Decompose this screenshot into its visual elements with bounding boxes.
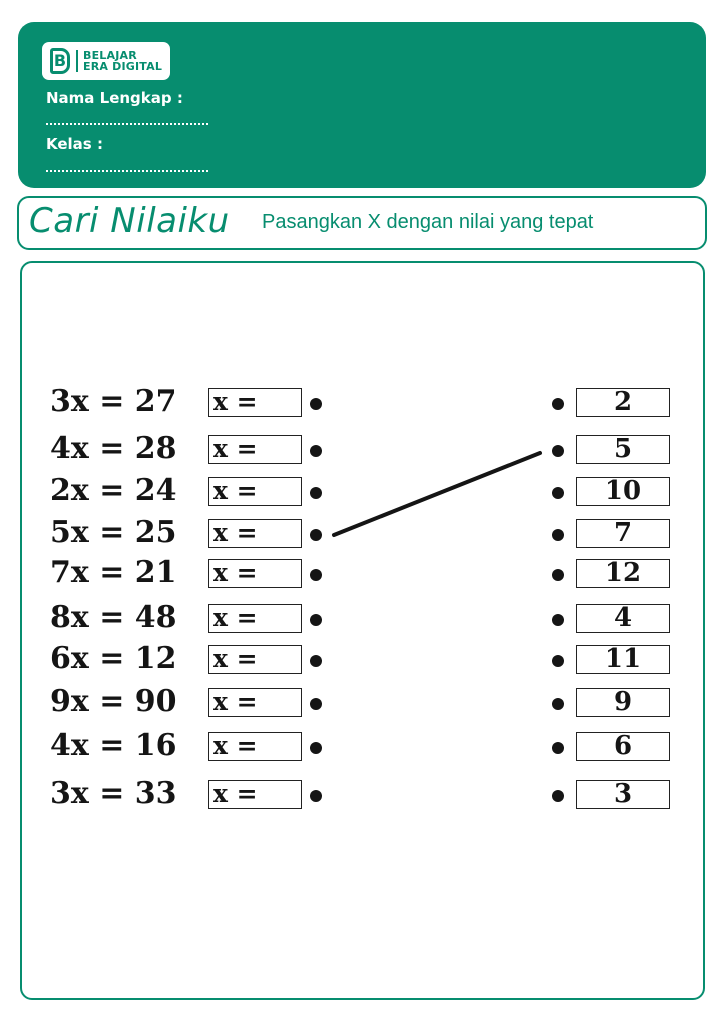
x-answer-box[interactable] [208,732,302,761]
equation-label: 3x = 27 [50,384,177,419]
equation-label: 8x = 48 [50,600,177,635]
logo-b-icon: B [50,48,70,74]
left-connector-dot[interactable] [310,487,322,499]
answer-value-label: 6 [613,731,633,761]
x-prefix-label: x = [213,731,258,760]
x-answer-box[interactable] [208,645,302,674]
logo-divider [76,50,78,72]
answer-value-box[interactable] [576,780,670,809]
equation-label: 4x = 16 [50,728,177,763]
left-connector-dot[interactable] [310,790,322,802]
logo-line-1: BELAJAR [83,49,137,62]
right-connector-dot[interactable] [552,790,564,802]
right-connector-dot[interactable] [552,569,564,581]
x-answer-box[interactable] [208,519,302,548]
answer-value-box[interactable] [576,688,670,717]
header-panel [18,22,706,188]
right-connector-dot[interactable] [552,614,564,626]
equation-label: 3x = 33 [50,776,177,811]
x-prefix-label: x = [213,644,258,673]
left-connector-dot[interactable] [310,698,322,710]
equation-label: 9x = 90 [50,684,177,719]
right-connector-dot[interactable] [552,742,564,754]
class-label: Kelas : [46,135,103,153]
equation-label: 4x = 28 [50,431,177,466]
answer-value-label: 7 [613,518,633,548]
answer-value-box[interactable] [576,604,670,633]
left-connector-dot[interactable] [310,398,322,410]
class-field-line[interactable] [46,170,208,172]
worksheet-title: Cari Nilaiku [29,201,230,241]
answer-value-label: 5 [613,434,633,464]
answer-value-box[interactable] [576,645,670,674]
x-prefix-label: x = [213,558,258,587]
answer-value-box[interactable] [576,559,670,588]
answer-value-label: 3 [613,779,633,809]
left-connector-dot[interactable] [310,569,322,581]
x-answer-box[interactable] [208,435,302,464]
brand-logo [42,42,170,80]
answer-value-box[interactable] [576,477,670,506]
x-answer-box[interactable] [208,688,302,717]
right-connector-dot[interactable] [552,655,564,667]
left-connector-dot[interactable] [310,529,322,541]
right-connector-dot[interactable] [552,487,564,499]
x-prefix-label: x = [213,387,258,416]
answer-value-box[interactable] [576,388,670,417]
left-connector-dot[interactable] [310,742,322,754]
x-answer-box[interactable] [208,388,302,417]
x-prefix-label: x = [213,476,258,505]
worksheet-instruction: Pasangkan X dengan nilai yang tepat [262,211,594,233]
answer-value-box[interactable] [576,519,670,548]
logo-line-2: ERA DIGITAL [83,60,163,73]
answer-value-label: 2 [613,387,633,417]
x-answer-box[interactable] [208,604,302,633]
right-connector-dot[interactable] [552,398,564,410]
logo-text [83,50,162,72]
right-connector-dot[interactable] [552,529,564,541]
left-connector-dot[interactable] [310,445,322,457]
right-connector-dot[interactable] [552,698,564,710]
answer-value-label: 9 [613,687,633,717]
equation-label: 2x = 24 [50,473,177,508]
x-answer-box[interactable] [208,559,302,588]
equation-label: 6x = 12 [50,641,177,676]
answer-value-box[interactable] [576,732,670,761]
equation-label: 5x = 25 [50,515,177,550]
name-label: Nama Lengkap : [46,89,183,107]
name-field-line[interactable] [46,123,208,125]
answer-value-label: 4 [613,603,633,633]
answer-value-box[interactable] [576,435,670,464]
x-prefix-label: x = [213,434,258,463]
answer-value-label: 11 [604,644,642,674]
left-connector-dot[interactable] [310,655,322,667]
x-prefix-label: x = [213,603,258,632]
answer-value-label: 10 [604,476,642,506]
equation-label: 7x = 21 [50,555,177,590]
right-connector-dot[interactable] [552,445,564,457]
answer-value-label: 12 [604,558,642,588]
left-connector-dot[interactable] [310,614,322,626]
title-bar [17,196,707,250]
x-prefix-label: x = [213,687,258,716]
x-prefix-label: x = [213,779,258,808]
x-answer-box[interactable] [208,477,302,506]
x-prefix-label: x = [213,518,258,547]
x-answer-box[interactable] [208,780,302,809]
